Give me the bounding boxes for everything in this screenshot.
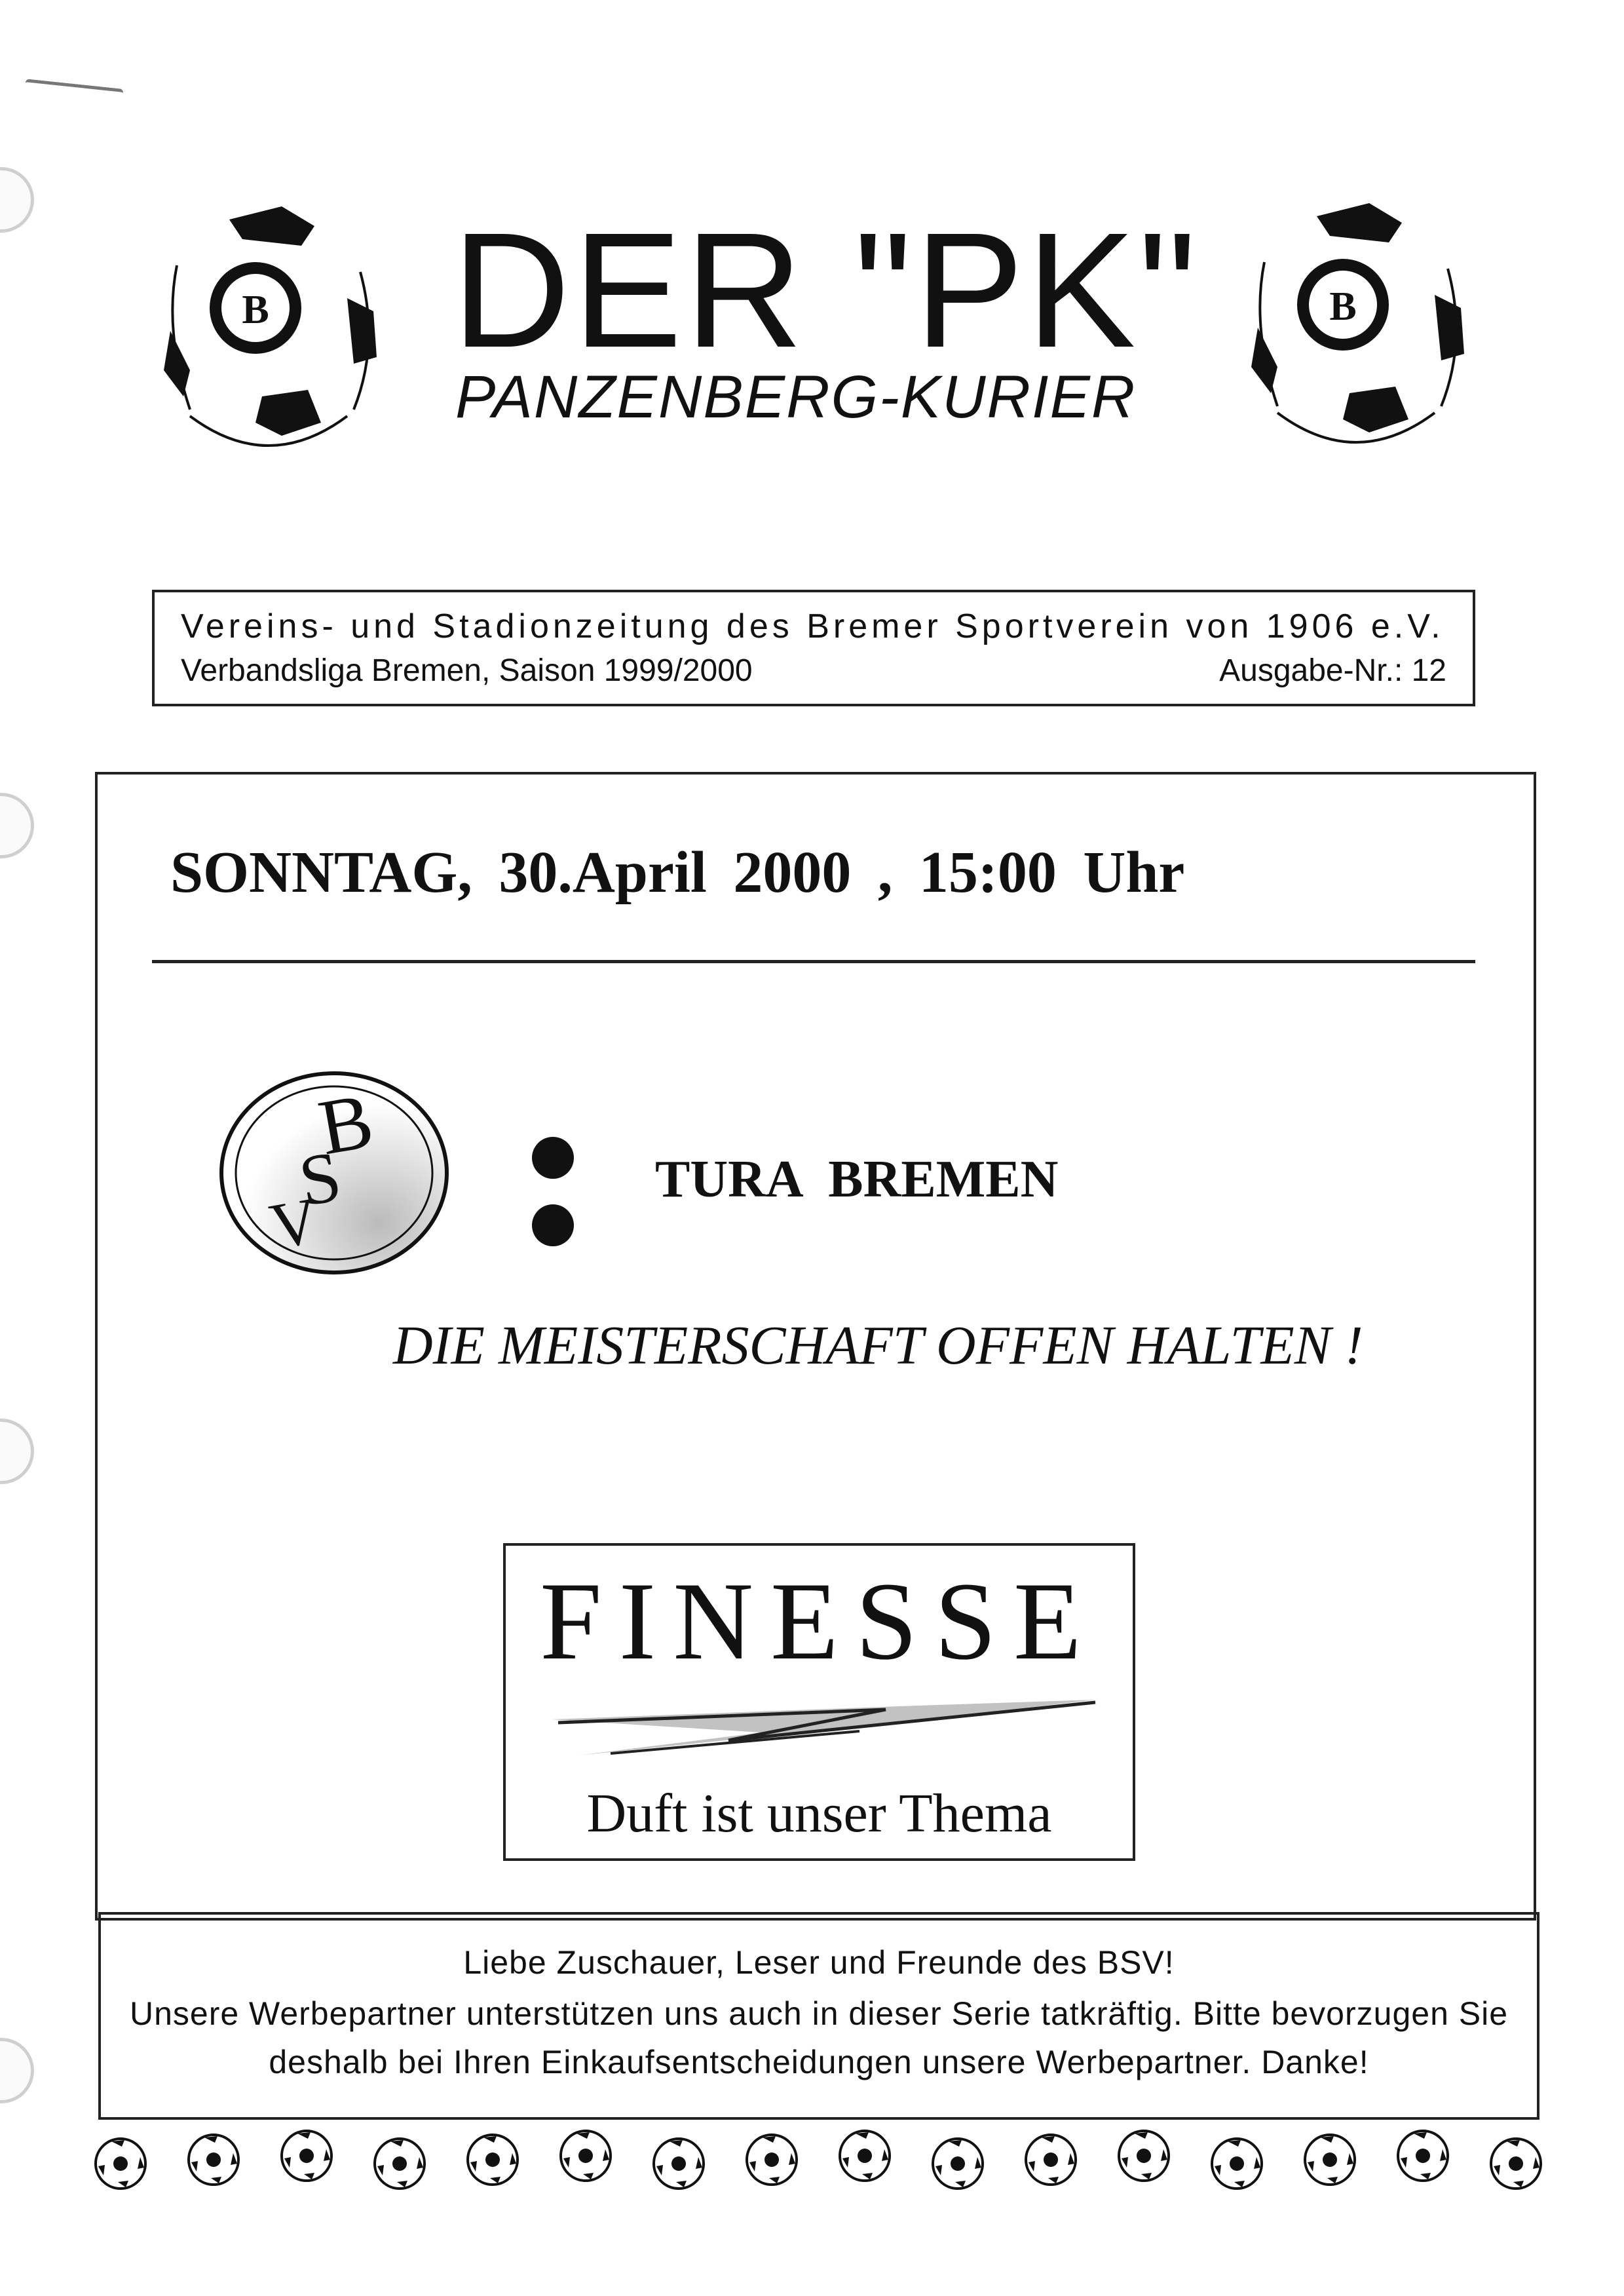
match-date-time: SONNTAG, 30.April 2000 , 15:00 Uhr xyxy=(170,840,1185,905)
soccer-ball-icon xyxy=(1487,2135,1545,2192)
sponsor-tagline: Duft ist unser Thema xyxy=(586,1783,1052,1844)
issue-number: Ausgabe-Nr.: 12 xyxy=(1219,653,1446,688)
soccer-ball-icon xyxy=(1208,2135,1266,2192)
newspaper-subtitle: PANZENBERG-KURIER xyxy=(455,364,1137,430)
publication-description: Vereins- und Stadionzeitung des Bremer Sportverein von 1906 e.V. xyxy=(181,607,1445,645)
opponent-name: TURA BREMEN xyxy=(655,1151,1059,1208)
svg-text:B: B xyxy=(312,1076,379,1172)
soccer-ball-icon xyxy=(1301,2131,1359,2189)
publication-info-box xyxy=(152,590,1475,706)
soccer-ball-icon xyxy=(557,2127,614,2185)
match-slogan: DIE MEISTERSCHAFT OFFEN HALTEN ! xyxy=(393,1315,1363,1376)
soccer-ball-icon xyxy=(836,2127,894,2185)
sponsor-name: FINESSE xyxy=(540,1559,1099,1683)
soccer-ball-icon xyxy=(371,2135,428,2192)
svg-text:S: S xyxy=(293,1136,347,1221)
soccer-ball-bsv-icon xyxy=(1238,197,1474,446)
soccer-ball-icon xyxy=(1115,2127,1173,2185)
svg-text:B: B xyxy=(1329,284,1357,329)
sponsor-advertisement xyxy=(503,1543,1135,1861)
greeting-line: Liebe Zuschauer, Leser und Freunde des BSV! xyxy=(463,1944,1175,1981)
svg-text:B: B xyxy=(242,288,269,332)
swoosh-logo-icon xyxy=(532,1693,1112,1765)
soccer-ball-icon xyxy=(278,2127,335,2185)
league-season: Verbandsliga Bremen, Saison 1999/2000 xyxy=(181,653,753,688)
bullet-dot xyxy=(532,1204,574,1246)
soccer-ball-icon xyxy=(743,2131,801,2189)
soccer-ball-icon xyxy=(929,2135,987,2192)
soccer-ball-icon xyxy=(650,2135,708,2192)
divider-line xyxy=(152,960,1475,963)
newspaper-title: DER "PK" xyxy=(452,199,1199,381)
bullet-dot xyxy=(532,1137,574,1179)
bsv-club-crest-icon xyxy=(210,1062,459,1284)
punch-hole xyxy=(0,793,34,858)
soccer-ball-icon xyxy=(1394,2127,1452,2185)
soccer-ball-icon xyxy=(185,2131,242,2189)
soccer-ball-icon xyxy=(92,2135,149,2192)
sponsor-note-line: deshalb bei Ihren Einkaufsentscheidungen unsere Werbepartner. Danke! xyxy=(269,2044,1369,2080)
reader-message-box xyxy=(98,1912,1539,2120)
sponsor-note-line: Unsere Werbepartner unterstützen uns auch in dieser Serie tatkräftig. Bitte bevorzugen Sie xyxy=(129,1995,1509,2032)
punch-hole xyxy=(0,167,34,233)
staple-mark xyxy=(24,79,123,102)
punch-hole xyxy=(0,1419,34,1484)
punch-hole xyxy=(0,2038,34,2103)
soccer-ball-bsv-icon xyxy=(151,200,387,449)
soccer-ball-icon xyxy=(464,2131,521,2189)
svg-text:V: V xyxy=(264,1183,324,1263)
soccer-ball-icon xyxy=(1022,2131,1080,2189)
